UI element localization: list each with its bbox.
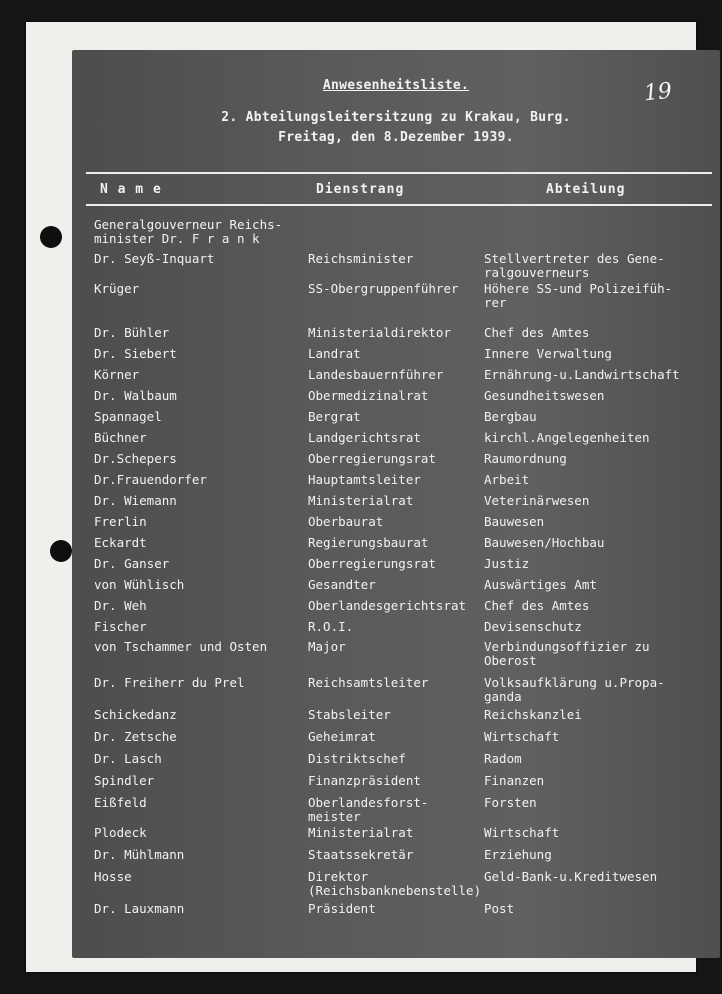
- attendee-rank: Regierungsbaurat: [308, 535, 429, 550]
- attendee-rank: Ministerialrat: [308, 825, 414, 840]
- attendee-name: Büchner: [94, 430, 147, 445]
- attendee-department: Verbindungsoffizier zu Oberost: [484, 639, 650, 668]
- attendee-department: Wirtschaft: [484, 825, 560, 840]
- attendee-department: Finanzen: [484, 773, 545, 788]
- attendee-rank: Distriktschef: [308, 751, 406, 766]
- attendee-department: Stellvertreter des Gene- ralgouverneurs: [484, 251, 665, 280]
- attendee-name: Dr. Siebert: [94, 346, 177, 361]
- attendee-rank: Oberlandesgerichtsrat: [308, 598, 467, 613]
- attendee-name: Dr. Bühler: [94, 325, 170, 340]
- attendee-department: Wirtschaft: [484, 729, 560, 744]
- attendee-name: Dr. Freiherr du Prel: [94, 675, 245, 690]
- attendee-department: Ernährung-u.Landwirtschaft: [484, 367, 680, 382]
- attendee-department: Innere Verwaltung: [484, 346, 612, 361]
- attendee-department: Gesundheitswesen: [484, 388, 605, 403]
- attendee-rank: Landrat: [308, 346, 361, 361]
- attendee-rank: Gesandter: [308, 577, 376, 592]
- attendee-name: Eißfeld: [94, 795, 147, 810]
- header-rule-top: [86, 172, 712, 174]
- attendee-name: Dr. Seyß-Inquart: [94, 251, 215, 266]
- punch-hole-bottom: [50, 540, 72, 562]
- attendee-rank: Ministerialrat: [308, 493, 414, 508]
- attendee-name: Generalgouverneur Reichs- minister Dr. F r a n k: [94, 217, 283, 246]
- attendee-name: Spannagel: [94, 409, 162, 424]
- attendee-name: Schickedanz: [94, 707, 177, 722]
- attendee-rank: Landesbauernführer: [308, 367, 444, 382]
- attendee-department: Radom: [484, 751, 522, 766]
- attendee-name: Krüger: [94, 281, 140, 296]
- attendee-name: von Wühlisch: [94, 577, 185, 592]
- document-title: Anwesenheitsliste.: [322, 78, 470, 93]
- column-header-rank: Dienstrang: [316, 182, 405, 197]
- attendee-department: Arbeit: [484, 472, 530, 487]
- attendee-name: Dr. Ganser: [94, 556, 170, 571]
- attendee-name: Dr. Lasch: [94, 751, 162, 766]
- attendee-department: Reichskanzlei: [484, 707, 582, 722]
- attendee-name: Spindler: [94, 773, 155, 788]
- attendee-department: Höhere SS-und Polizeifüh- rer: [484, 281, 673, 310]
- attendee-rank: Hauptamtsleiter: [308, 472, 421, 487]
- attendee-name: Hosse: [94, 869, 132, 884]
- attendee-rank: Obermedizinalrat: [308, 388, 429, 403]
- attendee-rank: Finanzpräsident: [308, 773, 421, 788]
- attendee-rank: Präsident: [308, 901, 376, 916]
- attendee-name: Körner: [94, 367, 140, 382]
- attendee-name: Dr. Walbaum: [94, 388, 177, 403]
- attendee-department: Veterinärwesen: [484, 493, 590, 508]
- header-rule-bottom: [86, 204, 712, 206]
- attendee-department: Geld-Bank-u.Kreditwesen: [484, 869, 658, 884]
- attendee-rank: Direktor (Reichsbanknebenstelle): [308, 869, 482, 898]
- punch-hole-top: [40, 226, 62, 248]
- attendee-department: Volksaufklärung u.Propa- ganda: [484, 675, 665, 704]
- attendee-name: von Tschammer und Osten: [94, 639, 268, 654]
- attendee-department: Raumordnung: [484, 451, 567, 466]
- attendee-rank: Staatssekretär: [308, 847, 414, 862]
- attendee-name: Fischer: [94, 619, 147, 634]
- attendee-rank: Reichsminister: [308, 251, 414, 266]
- attendee-rank: Stabsleiter: [308, 707, 391, 722]
- attendee-department: Chef des Amtes: [484, 325, 590, 340]
- attendee-rank: Oberregierungsrat: [308, 451, 436, 466]
- attendee-rank: Ministerialdirektor: [308, 325, 451, 340]
- column-header-department: Abteilung: [546, 182, 626, 197]
- attendee-name: Dr. Weh: [94, 598, 147, 613]
- attendee-name: Dr. Wiemann: [94, 493, 177, 508]
- attendee-department: Erziehung: [484, 847, 552, 862]
- attendee-department: Bauwesen: [484, 514, 545, 529]
- attendee-rank: R.O.I.: [308, 619, 354, 634]
- handwritten-page-number: 19: [642, 78, 674, 107]
- attendee-department: Bauwesen/Hochbau: [484, 535, 605, 550]
- attendee-name: Dr.Frauendorfer: [94, 472, 207, 487]
- attendee-department: Forsten: [484, 795, 537, 810]
- attendee-rank: Oberlandesforst- meister: [308, 795, 429, 824]
- attendee-rank: SS-Obergruppenführer: [308, 281, 459, 296]
- attendee-department: kirchl.Angelegenheiten: [484, 430, 650, 445]
- paper-sheet: [26, 22, 696, 972]
- attendee-name: Frerlin: [94, 514, 147, 529]
- attendee-rank: Reichsamtsleiter: [308, 675, 429, 690]
- attendee-department: Justiz: [484, 556, 530, 571]
- attendee-name: Dr.Schepers: [94, 451, 177, 466]
- attendee-rank: Geheimrat: [308, 729, 376, 744]
- attendee-department: Post: [484, 901, 515, 916]
- meeting-line: 2. Abteilungsleitersitzung zu Krakau, Burg.: [221, 110, 571, 125]
- attendee-department: Auswärtiges Amt: [484, 577, 597, 592]
- column-header-name: N a m e: [100, 182, 162, 197]
- attendee-rank: Oberregierungsrat: [308, 556, 436, 571]
- attendee-name: Dr. Mühlmann: [94, 847, 185, 862]
- photostat-page: [72, 50, 720, 958]
- attendee-rank: Landgerichtsrat: [308, 430, 421, 445]
- attendee-department: Bergbau: [484, 409, 537, 424]
- attendee-rank: Oberbaurat: [308, 514, 384, 529]
- attendee-name: Plodeck: [94, 825, 147, 840]
- attendee-name: Eckardt: [94, 535, 147, 550]
- attendee-name: Dr. Zetsche: [94, 729, 177, 744]
- attendee-department: Chef des Amtes: [484, 598, 590, 613]
- attendee-rank: Bergrat: [308, 409, 361, 424]
- attendee-department: Devisenschutz: [484, 619, 582, 634]
- attendee-name: Dr. Lauxmann: [94, 901, 185, 916]
- date-line: Freitag, den 8.Dezember 1939.: [278, 130, 514, 145]
- attendee-rank: Major: [308, 639, 346, 654]
